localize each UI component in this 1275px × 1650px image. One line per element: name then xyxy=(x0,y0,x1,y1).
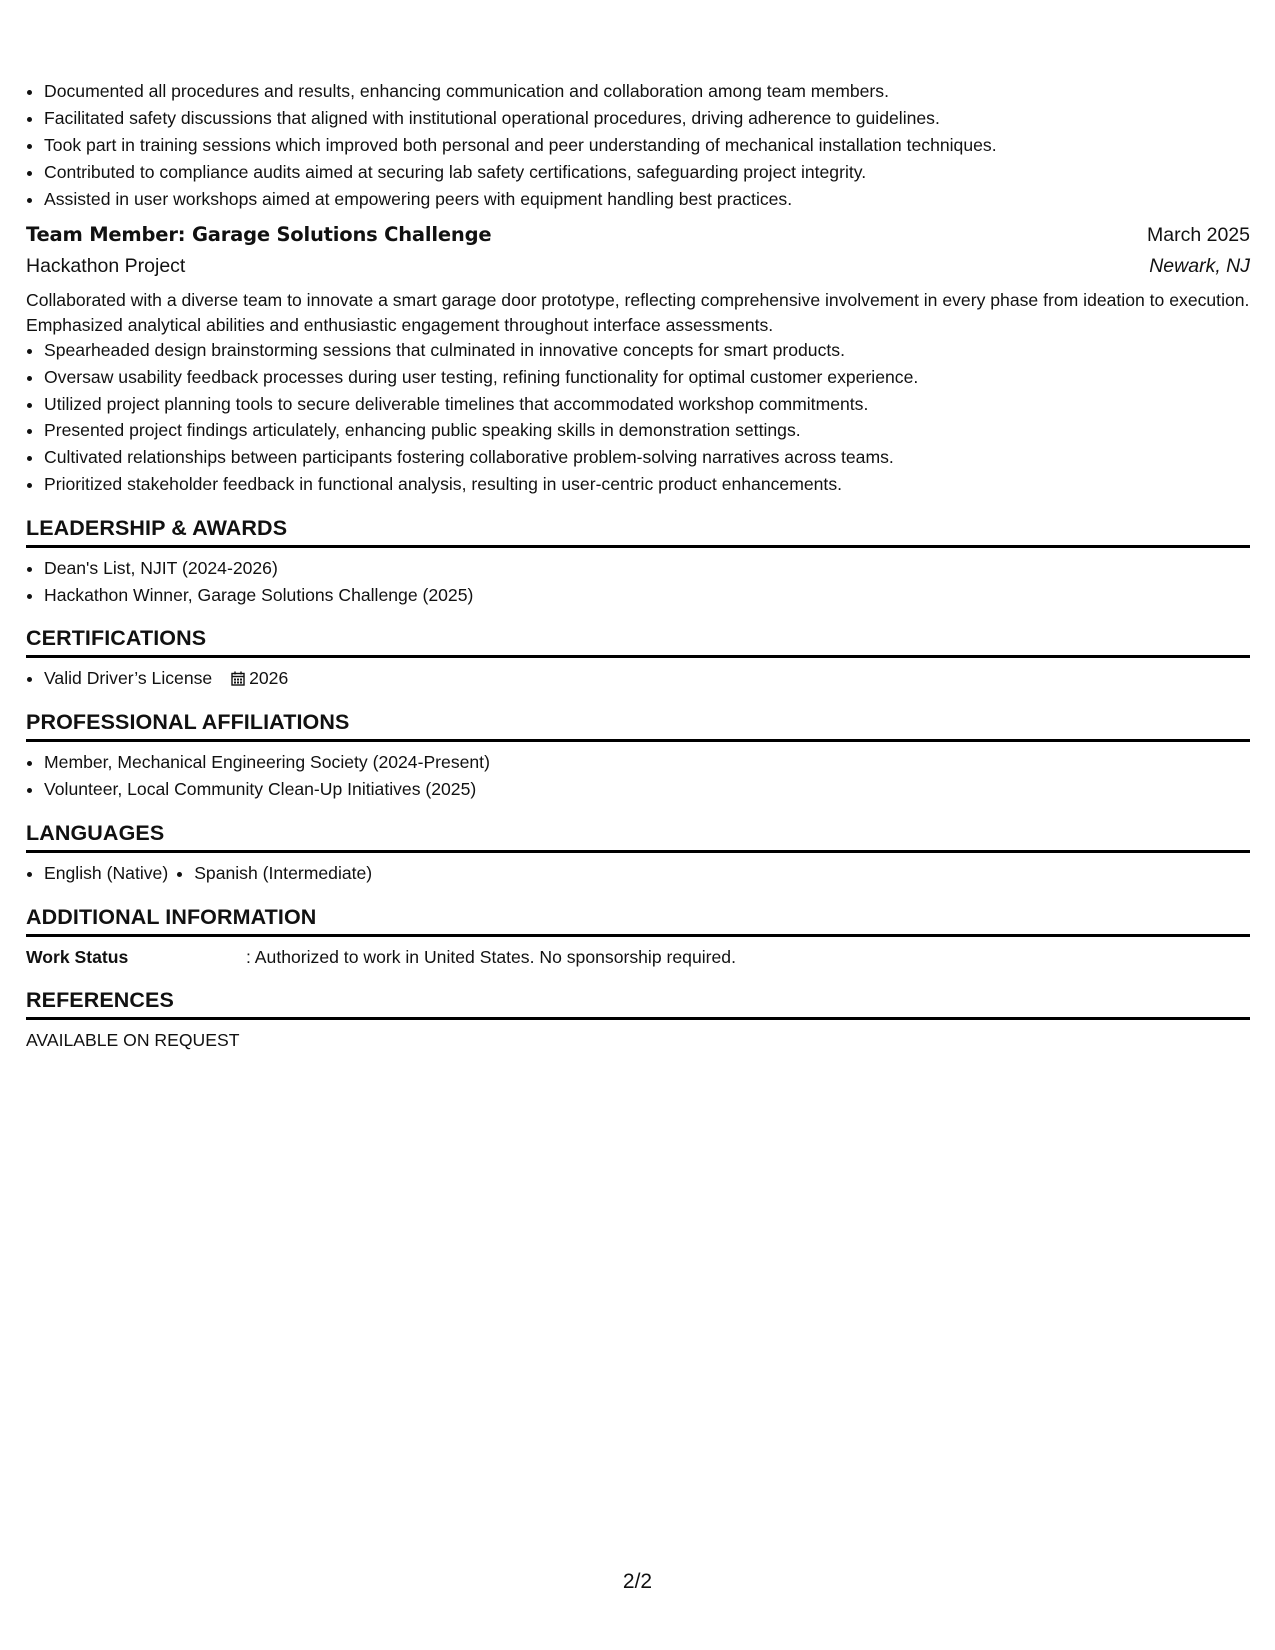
experience-bullets xyxy=(26,78,1250,213)
list-item: • Spearheaded design brainstorming sessions that culminated in innovative concepts for smart products. xyxy=(44,337,1250,364)
list-item: • Oversaw usability feedback processes during user testing, refining functionality for optimal customer experience. xyxy=(44,364,1250,391)
certification-year: 2026 xyxy=(249,668,289,689)
entry-organization: Hackathon Project xyxy=(26,255,186,277)
references-section xyxy=(26,988,1250,1053)
languages-section xyxy=(26,821,1250,887)
entry-location: Newark, NJ xyxy=(1149,255,1250,277)
list-item: • Contributed to compliance audits aimed at securing lab safety certifications, safeguarding project integrity. xyxy=(44,159,1250,186)
references-text: AVAILABLE ON REQUEST xyxy=(26,1029,240,1050)
entry-bullets xyxy=(26,337,1250,498)
list-item: • Dean's List, NJIT (2024-2026) xyxy=(44,555,1250,582)
calendar-icon xyxy=(231,671,245,686)
list-item: • Prioritized stakeholder feedback in functional analysis, resulting in user-centric product enhancements. xyxy=(44,471,1250,498)
certifications-section xyxy=(26,626,1250,692)
section-title: CERTIFICATIONS xyxy=(26,626,1250,658)
section-title: LANGUAGES xyxy=(26,821,1250,853)
list-item: • Member, Mechanical Engineering Society (2024-Present) xyxy=(44,749,1250,776)
project-entry xyxy=(26,223,1250,498)
list-item: • Volunteer, Local Community Clean-Up Initiatives (2025) xyxy=(44,776,1250,803)
section-title: ADDITIONAL INFORMATION xyxy=(26,905,1250,937)
leadership-section xyxy=(26,516,1250,609)
work-status-label: Work Status xyxy=(26,946,129,967)
list-item: • Took part in training sessions which improved both personal and peer understanding of mechanical installation techniques. xyxy=(44,132,1250,159)
resume-page xyxy=(26,78,1250,1053)
list-item: • Assisted in user workshops aimed at empowering peers with equipment handling best practices. xyxy=(44,186,1250,213)
entry-date: March 2025 xyxy=(1147,224,1250,246)
additional-section xyxy=(26,905,1250,970)
list-item: • Spanish (Intermediate) xyxy=(194,860,372,887)
list-item: • Documented all procedures and results, enhancing communication and collaboration among team members. xyxy=(44,78,1250,105)
list-item: • Facilitated safety discussions that aligned with institutional operational procedures, driving adherence to guidelines. xyxy=(44,105,1250,132)
entry-summary: Collaborated with a diverse team to innovate a smart garage door prototype, reflecting comprehensive involvement in every phase from ideation to execution. Emphasized analytical abilities and enthusiastic engagement throughout interface assessments. xyxy=(26,290,1250,335)
certification-name: Valid Driver’s License xyxy=(44,668,213,689)
work-status-value: : Authorized to work in United States. No sponsorship required. xyxy=(246,946,736,967)
entry-title: Team Member: Garage Solutions Challenge xyxy=(26,223,492,246)
page-number: 2/2 xyxy=(622,1570,653,1593)
list-item xyxy=(44,665,1250,692)
section-title: REFERENCES xyxy=(26,988,1250,1020)
list-item: • Utilized project planning tools to secure deliverable timelines that accommodated workshop commitments. xyxy=(44,391,1250,418)
section-title: LEADERSHIP & AWARDS xyxy=(26,516,1250,548)
affiliations-section xyxy=(26,710,1250,803)
section-title: PROFESSIONAL AFFILIATIONS xyxy=(26,710,1250,742)
list-item: • English (Native) xyxy=(44,860,168,887)
list-item: • Hackathon Winner, Garage Solutions Challenge (2025) xyxy=(44,582,1250,609)
list-item: • Cultivated relationships between participants fostering collaborative problem-solving narratives across teams. xyxy=(44,444,1250,471)
list-item: • Presented project findings articulately, enhancing public speaking skills in demonstration settings. xyxy=(44,417,1250,444)
